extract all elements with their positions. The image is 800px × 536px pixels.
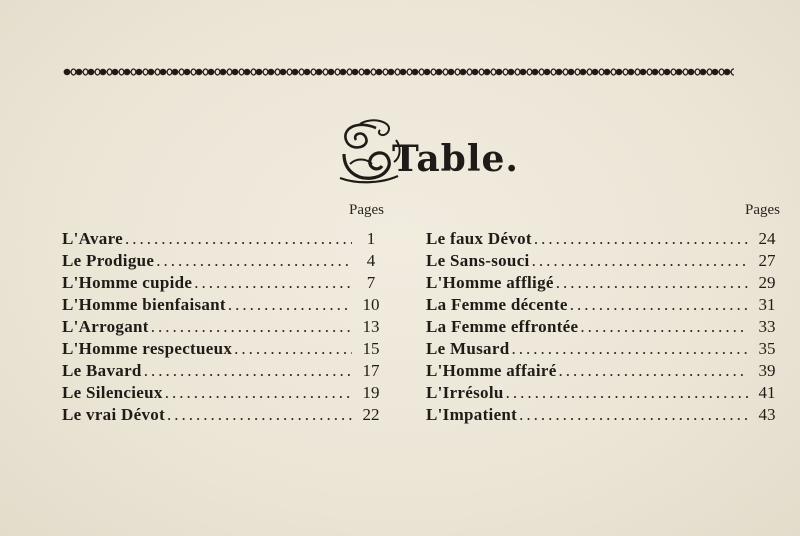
entry-page-number: 33 — [758, 317, 776, 336]
ornamental-border — [62, 66, 734, 78]
dot-leader — [234, 338, 352, 360]
dot-leader — [519, 404, 748, 426]
entry-title: Le Musard — [426, 339, 510, 358]
dot-leader — [559, 360, 748, 382]
list-item — [426, 360, 780, 382]
entry-title: L'Homme cupide — [62, 273, 193, 292]
entry-title: L'Impatient — [426, 405, 518, 424]
list-item — [62, 272, 384, 294]
dot-leader — [194, 272, 352, 294]
dot-leader — [156, 250, 352, 272]
entry-page-number: 43 — [758, 405, 776, 424]
title-block — [336, 118, 519, 188]
entry-title: L'Homme bienfaisant — [62, 295, 226, 314]
entry-list — [62, 228, 384, 426]
entry-page-number: 10 — [362, 295, 380, 314]
dot-leader — [151, 316, 352, 338]
entry-page-number: 24 — [758, 229, 776, 248]
entry-page-number: 13 — [362, 317, 380, 336]
list-item — [62, 316, 384, 338]
entry-page-number: 1 — [366, 229, 376, 248]
entry-title: La Femme effrontée — [426, 317, 579, 336]
list-item — [426, 382, 780, 404]
entry-page-number: 22 — [362, 405, 380, 424]
list-item — [62, 360, 384, 382]
list-item — [426, 404, 780, 426]
entry-page-number: 17 — [362, 361, 380, 380]
entry-page-number: 31 — [758, 295, 776, 314]
list-item — [62, 338, 384, 360]
list-item — [426, 338, 780, 360]
entry-page-number: 4 — [366, 251, 376, 270]
list-item — [62, 382, 384, 404]
entry-title: L'Homme affligé — [426, 273, 554, 292]
list-item — [426, 228, 780, 250]
entry-list — [426, 228, 780, 426]
dot-leader — [167, 404, 352, 426]
dot-leader — [580, 316, 748, 338]
pages-header: Pages — [349, 202, 384, 218]
list-item — [426, 250, 780, 272]
dot-leader — [125, 228, 352, 250]
list-item — [62, 404, 384, 426]
entry-page-number: 15 — [362, 339, 380, 358]
entry-title: Le Bavard — [62, 361, 142, 380]
entry-title: Le Silencieux — [62, 383, 163, 402]
entry-page-number: 29 — [758, 273, 776, 292]
dot-leader — [534, 228, 748, 250]
list-item — [62, 294, 384, 316]
entry-title: L'Homme affairé — [426, 361, 557, 380]
entry-title: L'Irrésolu — [426, 383, 504, 402]
dot-leader — [556, 272, 748, 294]
entry-page-number: 7 — [366, 273, 376, 292]
list-item — [62, 228, 384, 250]
entry-title: Le faux Dévot — [426, 229, 532, 248]
entry-page-number: 41 — [758, 383, 776, 402]
dot-leader — [511, 338, 748, 360]
entry-page-number: 39 — [758, 361, 776, 380]
list-item — [62, 250, 384, 272]
list-item — [426, 272, 780, 294]
entry-title: L'Arrogant — [62, 317, 149, 336]
pages-header: Pages — [745, 202, 780, 218]
dot-leader — [228, 294, 352, 316]
dot-leader — [532, 250, 748, 272]
entry-title: La Femme décente — [426, 295, 568, 314]
entry-title: Le vrai Dévot — [62, 405, 166, 424]
entry-page-number: 27 — [758, 251, 776, 270]
dot-leader — [506, 382, 748, 404]
entry-title: Le Prodigue — [62, 251, 155, 270]
list-item — [426, 294, 780, 316]
dot-leader — [165, 382, 352, 404]
entry-title: Le Sans-souci — [426, 251, 530, 270]
entry-title: L'Homme respectueux — [62, 339, 233, 358]
dot-leader — [570, 294, 748, 316]
entry-page-number: 19 — [362, 383, 380, 402]
dot-leader — [144, 360, 352, 382]
page-title: Table. — [392, 138, 519, 180]
list-item — [426, 316, 780, 338]
entry-page-number: 35 — [758, 339, 776, 358]
entry-title: L'Avare — [62, 229, 123, 248]
